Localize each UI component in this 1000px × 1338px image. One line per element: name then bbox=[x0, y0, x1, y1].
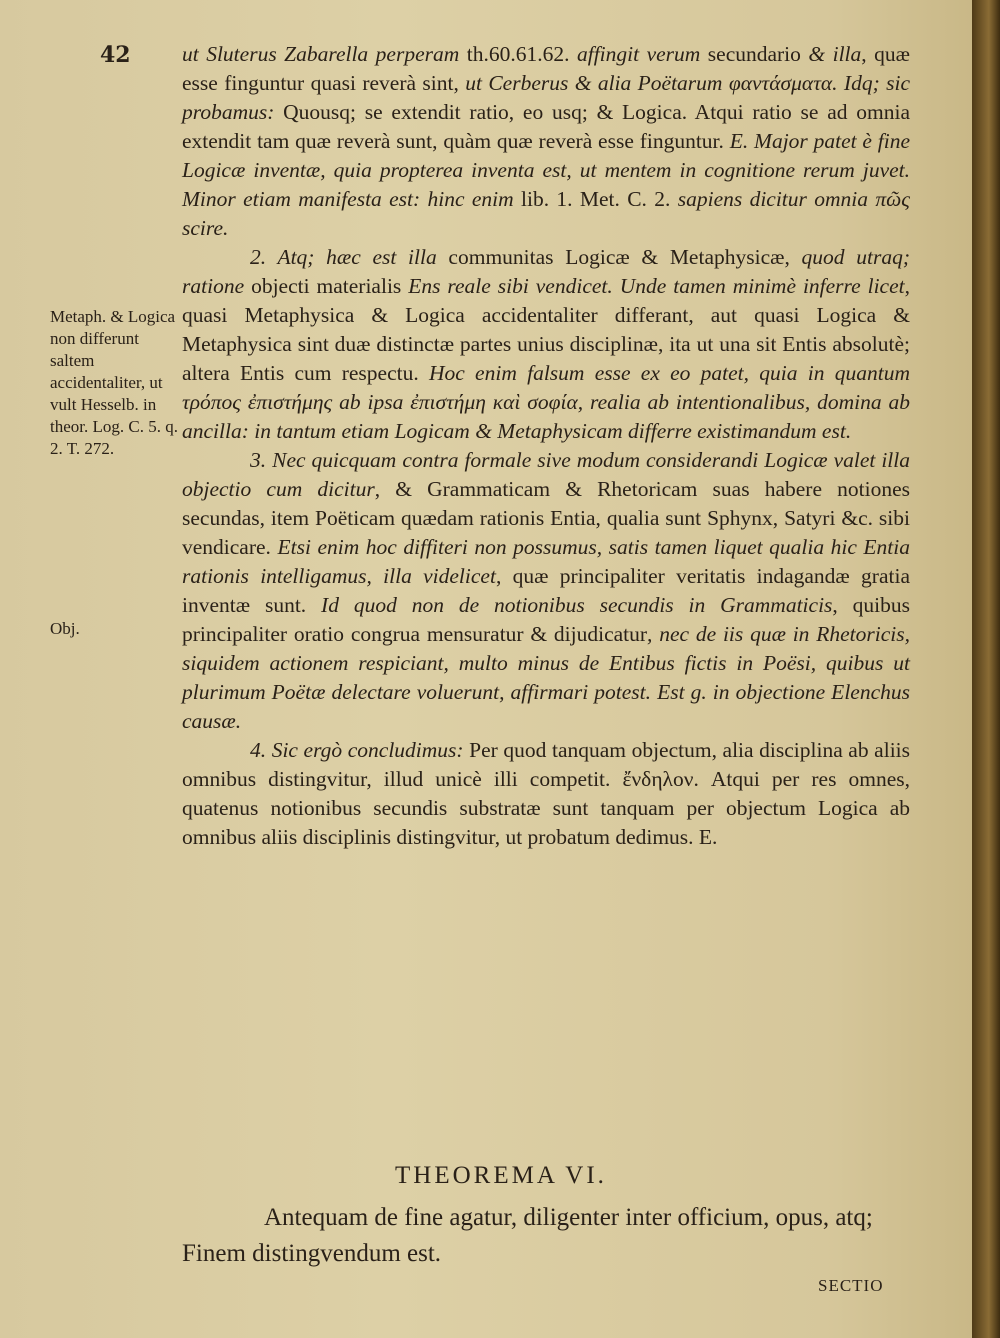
paragraph-3 bbox=[182, 446, 910, 736]
paragraph-4 bbox=[182, 736, 910, 852]
paragraph-2 bbox=[182, 243, 910, 446]
paragraph-3-run: Nec quicquam contra formale sive modum considerandi Logicæ valet illa objectio cum dicitur bbox=[182, 448, 911, 501]
theorem-text-run: , atq; bbox=[822, 1204, 873, 1231]
paragraph-intro-run: ut Cerberus & alia Poëtarum φαντάσματα. Idq; sic probamus: bbox=[182, 71, 911, 124]
paragraph-3-run: , quæ principaliter veritatis indagandæ gratia inventæ sunt. bbox=[182, 564, 910, 617]
margin-note-metaphysics: Metaph. & Logica non differunt saltem accidentaliter, ut vult Hesselb. in theor. Log. C. 5. q. 2. T. 272. bbox=[50, 307, 178, 458]
paragraph-3-run: , nec de iis quæ in Rhetoricis, siquidem actionem respiciant, multo minus de Entibus fictis in Poësi, quibus ut plurimum Poëtæ delectare voluerunt, affirmari potest. Est g. in objectione Elenchus causæ. bbox=[182, 622, 910, 733]
theorem-text-run: distingvendum est. bbox=[252, 1240, 442, 1267]
paragraph-2-run: , quasi Metaphysica & Logica accidentaliter differant, aut quasi Logica & Metaphysica sint duæ distinctæ partes unius disciplinæ, ita ut una sit Entis absolutè; altera Entis cum respectu. bbox=[182, 274, 910, 385]
paragraph-intro-run: , quæ esse finguntur quasi reverà sint, bbox=[182, 42, 910, 95]
paragraph-intro-run: th.60.61.62. bbox=[466, 42, 577, 66]
paragraph-2-run: quod utraq; ratione bbox=[182, 245, 910, 298]
paragraph-3-run: Etsi enim hoc diffiteri non possumus, satis tamen liquet qualia hic Entia rationis intelligamus, illa videlicet bbox=[182, 535, 911, 588]
paragraph-intro-run: affingit verum bbox=[576, 42, 708, 66]
theorem-text bbox=[182, 1200, 912, 1272]
main-text bbox=[182, 40, 910, 852]
paragraph-3-run: , & Grammaticam & Rhetoricam suas habere notiones secundas, item Poëticam quædam rationis Entia, qualia sunt Sphynx, Satyri &c. sibi vendicare. bbox=[182, 477, 911, 559]
page-number: 42 bbox=[100, 42, 131, 68]
paragraph-4-run: Atqui per res omnes, quatenus notionibus secundis substratæ sunt tanquam per objectum Logica ab omnibus aliis disciplinis distingvitur, ut probatum dedimus. E. bbox=[182, 767, 910, 849]
paragraph-intro-run: & illa bbox=[808, 42, 862, 66]
theorem-text-run: Finem bbox=[182, 1240, 253, 1267]
margin-note-objection: Obj. bbox=[50, 619, 80, 638]
paragraph-intro-run: E. Major patet è fine Logicæ inventæ, quia propterea inventa est, ut mentem in cognitione rerum juvet. Minor etiam manifesta est: hinc enim bbox=[182, 129, 911, 211]
paragraph-3-run: , quibus principaliter oratio congrua mensuratur & dijudicatur bbox=[182, 593, 911, 646]
paragraph-2-run: 2. bbox=[250, 245, 278, 269]
paragraph-2-run: Atq; hæc est illa bbox=[277, 245, 449, 269]
paragraph-3-run: 3. bbox=[250, 448, 273, 472]
paragraph-intro-run: secundario bbox=[707, 42, 809, 66]
theorem-title: THEOREMA VI. bbox=[395, 1162, 607, 1189]
paragraph-4-run: ἔνδηλον. bbox=[622, 767, 711, 791]
book-edge bbox=[972, 0, 1000, 1338]
catchword: SECTIO bbox=[818, 1276, 884, 1295]
theorem-text-run: Antequam de fine agatur, diligenter inter bbox=[264, 1204, 678, 1231]
paragraph-4-run: 4. bbox=[250, 738, 272, 762]
paragraph-intro-run: Quousq; se extendit ratio, eo usq; & Logica. Atqui ratio se ad omnia extendit tam quæ reverà sunt, quàm quæ reverà esse finguntur. bbox=[182, 100, 910, 153]
theorem-text-run: officium, opus bbox=[677, 1204, 823, 1231]
paragraph-4-run: Per quod tanquam objectum, alia disciplina ab aliis omnibus distingvitur, illud unicè illi competit. bbox=[182, 738, 911, 791]
paragraph-intro-run: sapiens dicitur omnia πῶς scire. bbox=[182, 187, 910, 240]
paragraph-2-run: communitas Logicæ & Metaphysicæ, bbox=[448, 245, 802, 269]
paragraph-2-run: objecti materialis bbox=[251, 274, 409, 298]
paragraph-2-run: Ens reale sibi vendicet. Unde tamen minimè inferre licet bbox=[408, 274, 905, 298]
paragraph-4-run: Sic ergò concludimus: bbox=[271, 738, 470, 762]
paragraph-3-run: Id quod non de notionibus secundis in Grammaticis bbox=[321, 593, 833, 617]
paragraph-intro-run: ut Sluterus Zabarella perperam bbox=[182, 42, 467, 66]
paragraph-2-run: Hoc enim falsum esse ex eo patet, quia in quantum τρόπος ἐπιστήμης ab ipsa ἐπιστήμη καὶ σοφία, realia ab intentionalibus, domina ab ancilla: in tantum etiam Logicam & Metaphysicam differre existimandum est. bbox=[182, 361, 910, 443]
paragraph-intro-run: lib. 1. Met. C. 2. bbox=[521, 187, 678, 211]
paragraph-intro bbox=[182, 40, 910, 243]
